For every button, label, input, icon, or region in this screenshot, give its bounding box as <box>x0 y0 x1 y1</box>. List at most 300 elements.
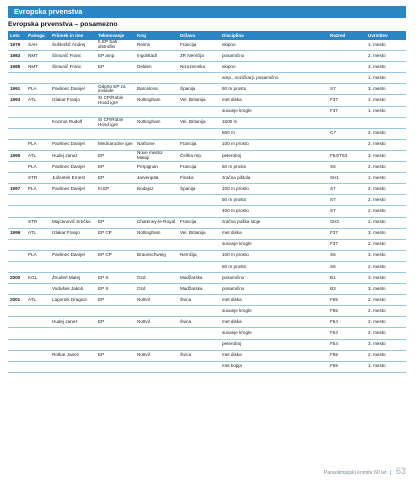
cell-discipline: peteroboj <box>220 339 328 350</box>
cell-country: Španija <box>178 84 220 95</box>
cell-class: F54 <box>328 339 366 350</box>
cell-class: F37 <box>328 106 366 117</box>
cell-country: Nizozemska <box>178 62 220 73</box>
cell-discipline: met diska <box>220 350 328 361</box>
cell-competition <box>96 306 135 317</box>
cell-city: Perpignan <box>135 162 178 173</box>
cell-class: F54 <box>328 328 366 339</box>
cell-year <box>8 317 26 328</box>
cell-competition: EP CP <box>96 228 135 239</box>
table-row <box>8 195 406 206</box>
table-row <box>8 106 406 117</box>
cell-year: 2001 <box>8 295 26 306</box>
cell-discipline: zračna pištola <box>220 173 328 184</box>
table-row <box>8 284 406 295</box>
cell-competition: EP S <box>96 272 135 283</box>
column-header-class: Razred <box>328 31 366 40</box>
table-subtitle: Evropska prvenstva – posamezno <box>8 21 118 28</box>
cell-class: SH2 <box>328 217 366 228</box>
cell-year: 1997 <box>8 184 26 195</box>
cell-year <box>8 73 26 84</box>
cell-discipline: zračna puška stoje <box>220 217 328 228</box>
cell-year <box>8 217 26 228</box>
cell-name: Pavlinec Danijel <box>50 139 96 150</box>
column-header-city: Kraj <box>135 31 178 40</box>
table-row <box>8 73 406 84</box>
cell-year: 1991 <box>8 84 26 95</box>
cell-name: Kocmut Rudolf <box>50 117 96 128</box>
table-row <box>8 239 406 250</box>
cell-competition <box>96 195 135 206</box>
cell-discipline: posamično <box>220 272 328 283</box>
cell-sport <box>26 239 50 250</box>
cell-placement: 1. mesto <box>366 173 406 184</box>
cell-year: 1979 <box>8 40 26 51</box>
footer-text: Paraolimpijski komite 60 let <box>323 470 387 476</box>
cell-discipline: amp., vozičkarji, posamično <box>220 73 328 84</box>
cell-name: Žnuderl Matej <box>50 272 96 283</box>
cell-competition <box>96 361 135 372</box>
cell-name <box>50 128 96 139</box>
cell-placement: 3. mesto <box>366 284 406 295</box>
table-row <box>8 206 406 217</box>
cell-sport <box>26 317 50 328</box>
cell-country: Francija <box>178 217 220 228</box>
cell-country: Švica <box>178 295 220 306</box>
cell-city: Nottvil <box>135 295 178 306</box>
cell-city <box>135 339 178 350</box>
cell-year <box>8 328 26 339</box>
cell-competition: EP <box>96 173 135 184</box>
cell-class <box>328 51 366 62</box>
cell-country <box>178 361 220 372</box>
cell-name: Hudej Janez <box>50 317 96 328</box>
cell-class: F37 <box>328 95 366 106</box>
cell-country <box>178 239 220 250</box>
cell-name <box>50 73 96 84</box>
cell-sport: NMT <box>26 51 50 62</box>
cell-city <box>135 195 178 206</box>
cell-placement: 2. mesto <box>366 239 406 250</box>
cell-sport <box>26 195 50 206</box>
cell-competition: SI CP/Robin Hood igre <box>96 95 135 106</box>
cell-country: Vel. Britanija <box>178 117 220 128</box>
cell-class <box>328 117 366 128</box>
cell-class <box>328 139 366 150</box>
cell-placement: 3. mesto <box>366 228 406 239</box>
cell-year <box>8 173 26 184</box>
table-header-row <box>8 31 406 40</box>
cell-country: Švica <box>178 317 220 328</box>
cell-discipline: 50 m prosto <box>220 195 328 206</box>
column-header-discipline: Disciplina <box>220 31 328 40</box>
cell-city <box>135 128 178 139</box>
cell-sport <box>26 206 50 217</box>
table-row <box>8 40 406 51</box>
cell-class: B1 <box>328 272 366 283</box>
cell-class: F55 <box>328 350 366 361</box>
cell-name: Rotkar Janez <box>50 350 96 361</box>
cell-class: S6 <box>328 162 366 173</box>
cell-city: Nottvil <box>135 317 178 328</box>
cell-discipline: 50 m prosto <box>220 261 328 272</box>
cell-year <box>8 139 26 150</box>
cell-placement: 2. mesto <box>366 350 406 361</box>
cell-name <box>50 106 96 117</box>
cell-placement: 2. mesto <box>366 184 406 195</box>
cell-placement: 3. mesto <box>366 150 406 161</box>
cell-city <box>135 361 178 372</box>
cell-discipline: posamično <box>220 51 328 62</box>
cell-sport <box>26 284 50 295</box>
cell-competition: EP S <box>96 284 135 295</box>
table-row <box>8 51 406 62</box>
cell-discipline: met kopja <box>220 361 328 372</box>
cell-year: 2000 <box>8 272 26 283</box>
cell-year <box>8 106 26 117</box>
cell-class: F55 <box>328 361 366 372</box>
cell-country: Češka rep. <box>178 150 220 161</box>
cell-name: Izlakar Franjo <box>50 95 96 106</box>
table-row <box>8 117 406 128</box>
cell-country <box>178 195 220 206</box>
cell-competition: SI CP/Robin Hood igre <box>96 117 135 128</box>
cell-placement: 3. mesto <box>366 62 406 73</box>
cell-competition: Odprto EP za invalide <box>96 84 135 95</box>
cell-discipline: 50 m prosto <box>220 84 328 95</box>
cell-name <box>50 195 96 206</box>
table-row <box>8 328 406 339</box>
cell-city: Nottingham <box>135 117 178 128</box>
cell-discipline: posamično <box>220 284 328 295</box>
cell-year: 1993 <box>8 95 26 106</box>
column-header-competition: Tekmovanje <box>96 31 135 40</box>
cell-placement: 2. mesto <box>366 162 406 173</box>
cell-competition: II.EP Šah distrofiki <box>96 40 135 51</box>
cell-country <box>178 261 220 272</box>
table-row <box>8 150 406 161</box>
cell-year <box>8 339 26 350</box>
results-table <box>8 31 406 373</box>
cell-competition <box>96 239 135 250</box>
table-row <box>8 339 406 350</box>
cell-competition <box>96 328 135 339</box>
cell-competition: EP CP <box>96 250 135 261</box>
cell-country <box>178 339 220 350</box>
cell-name: Pavlinec Danijel <box>50 184 96 195</box>
cell-placement: 3. mesto <box>366 339 406 350</box>
cell-class <box>328 62 366 73</box>
table-body <box>8 40 406 372</box>
cell-class: B3 <box>328 284 366 295</box>
cell-city: Nottingham <box>135 228 178 239</box>
cell-sport: PLA <box>26 84 50 95</box>
cell-country <box>178 73 220 84</box>
cell-competition: EP <box>96 150 135 161</box>
column-header-country: Država <box>178 31 220 40</box>
cell-competition <box>96 261 135 272</box>
cell-country: Španija <box>178 184 220 195</box>
cell-name: Majcenovič Srečko <box>50 217 96 228</box>
cell-competition: III.EP <box>96 184 135 195</box>
cell-sport <box>26 117 50 128</box>
cell-city <box>135 239 178 250</box>
table-row <box>8 84 406 95</box>
cell-discipline: peteroboj <box>220 150 328 161</box>
cell-competition <box>96 128 135 139</box>
cell-competition <box>96 73 135 84</box>
cell-competition: EP <box>96 217 135 228</box>
cell-class: F37 <box>328 239 366 250</box>
cell-year <box>8 162 26 173</box>
cell-city: Narbone <box>135 139 178 150</box>
table-row <box>8 139 406 150</box>
cell-name: Lapornik Dragica <box>50 295 96 306</box>
cell-name: Južentek Ernest <box>50 173 96 184</box>
cell-sport: SAH <box>26 40 50 51</box>
cell-competition: EP amp. <box>96 51 135 62</box>
cell-competition <box>96 339 135 350</box>
table-row <box>8 350 406 361</box>
cell-year <box>8 206 26 217</box>
column-header-year: Leto <box>8 31 26 40</box>
cell-sport: STR <box>26 217 50 228</box>
cell-sport: KGL <box>26 272 50 283</box>
cell-city <box>135 73 178 84</box>
cell-class: F37 <box>328 228 366 239</box>
cell-class: F54 <box>328 317 366 328</box>
cell-year <box>8 350 26 361</box>
cell-placement: 3. mesto <box>366 84 406 95</box>
cell-placement: 2. mesto <box>366 128 406 139</box>
cell-year <box>8 306 26 317</box>
cell-placement: 1. mesto <box>366 73 406 84</box>
cell-name <box>50 328 96 339</box>
column-header-sport: Panoga <box>26 31 50 40</box>
cell-discipline: 1500 m <box>220 117 328 128</box>
cell-year: 1995 <box>8 150 26 161</box>
cell-class: F54/T53 <box>328 150 366 161</box>
cell-year: 1985 <box>8 62 26 73</box>
cell-year <box>8 250 26 261</box>
table-row <box>8 250 406 261</box>
cell-country: Nemčija <box>178 250 220 261</box>
cell-class: F55 <box>328 306 366 317</box>
cell-placement: 2. mesto <box>366 139 406 150</box>
cell-country: Francija <box>178 40 220 51</box>
cell-discipline: ekipno <box>220 40 328 51</box>
cell-year <box>8 117 26 128</box>
cell-name <box>50 339 96 350</box>
cell-city <box>135 261 178 272</box>
cell-sport <box>26 73 50 84</box>
cell-discipline: suvanje krogle <box>220 306 328 317</box>
cell-year <box>8 128 26 139</box>
section-banner: Evropska prvenstva <box>8 6 406 18</box>
cell-country: Vel. Britanija <box>178 228 220 239</box>
table-row <box>8 128 406 139</box>
cell-sport <box>26 328 50 339</box>
cell-name <box>50 306 96 317</box>
cell-name <box>50 261 96 272</box>
cell-city <box>135 328 178 339</box>
cell-year <box>8 195 26 206</box>
cell-country: Francija <box>178 139 220 150</box>
cell-placement: 2. mesto <box>366 328 406 339</box>
cell-competition: Mednarodne igre <box>96 139 135 150</box>
cell-sport: ATL <box>26 95 50 106</box>
table-row <box>8 62 406 73</box>
cell-class: S7 <box>328 195 366 206</box>
cell-placement: 3. mesto <box>366 250 406 261</box>
cell-sport: PLA <box>26 139 50 150</box>
cell-country: Madžarska <box>178 284 220 295</box>
cell-discipline: ekipno <box>220 62 328 73</box>
cell-country <box>178 106 220 117</box>
cell-country <box>178 328 220 339</box>
cell-city: Nottvil <box>135 350 178 361</box>
footer-separator: | <box>390 470 392 476</box>
cell-country: ZR Nemčija <box>178 51 220 62</box>
column-header-name: Priimek in ime <box>50 31 96 40</box>
cell-city: Ozd <box>135 272 178 283</box>
cell-competition <box>96 206 135 217</box>
cell-discipline: suvanje krogle <box>220 239 328 250</box>
cell-year <box>8 361 26 372</box>
cell-placement: 2. mesto <box>366 195 406 206</box>
cell-sport <box>26 339 50 350</box>
cell-competition: EP <box>96 62 135 73</box>
cell-sport: PLA <box>26 162 50 173</box>
cell-placement: 1. mesto <box>366 40 406 51</box>
cell-sport: ATL <box>26 228 50 239</box>
cell-class: C7 <box>328 128 366 139</box>
cell-competition: EP <box>96 317 135 328</box>
cell-placement: 2. mesto <box>366 217 406 228</box>
cell-sport: ATL <box>26 295 50 306</box>
cell-country <box>178 128 220 139</box>
cell-class <box>328 73 366 84</box>
cell-city <box>135 206 178 217</box>
cell-country: Finska <box>178 173 220 184</box>
column-header-placement: Uvrstitev <box>366 31 406 40</box>
cell-discipline: met diska <box>220 95 328 106</box>
cell-name: Šimunič Franc <box>50 51 96 62</box>
table-row <box>8 162 406 173</box>
table-row <box>8 306 406 317</box>
cell-competition: EP <box>96 295 135 306</box>
cell-name: Hudej Janez <box>50 150 96 161</box>
cell-discipline: 800 m <box>220 128 328 139</box>
cell-name: Šušteršič Andrej <box>50 40 96 51</box>
cell-discipline: 100 m prosto <box>220 250 328 261</box>
cell-country <box>178 206 220 217</box>
table-row <box>8 173 406 184</box>
cell-name: Pavlinec Danijel <box>50 162 96 173</box>
cell-name <box>50 361 96 372</box>
table-row <box>8 317 406 328</box>
cell-placement: 2. mesto <box>366 295 406 306</box>
cell-class: F55 <box>328 295 366 306</box>
cell-placement <box>366 117 406 128</box>
cell-class: S6 <box>328 250 366 261</box>
cell-sport <box>26 128 50 139</box>
cell-discipline: 100 m prosto <box>220 184 328 195</box>
cell-discipline: 400 m prosto <box>220 206 328 217</box>
cell-sport: NMT <box>26 62 50 73</box>
cell-year: 1999 <box>8 228 26 239</box>
table-row <box>8 361 406 372</box>
cell-placement: 2. mesto <box>366 317 406 328</box>
table-row <box>8 295 406 306</box>
cell-class: S7 <box>328 184 366 195</box>
cell-name <box>50 206 96 217</box>
cell-placement: 2. mesto <box>366 261 406 272</box>
cell-class: SH1 <box>328 173 366 184</box>
cell-placement: 1. mesto <box>366 106 406 117</box>
cell-country: Francija <box>178 162 220 173</box>
cell-country: Vel. Britanija <box>178 95 220 106</box>
cell-name: Pavlinec Danijel <box>50 250 96 261</box>
cell-city: Ozd <box>135 284 178 295</box>
cell-name: Vodušek Jakob <box>50 284 96 295</box>
cell-discipline: met diska <box>220 317 328 328</box>
table-row <box>8 217 406 228</box>
cell-discipline: 100 m prosto <box>220 139 328 150</box>
cell-name: Izlakar Franjo <box>50 228 96 239</box>
cell-sport: PLA <box>26 184 50 195</box>
cell-placement: 2. mesto <box>366 206 406 217</box>
page-number: 63 <box>395 466 406 476</box>
cell-class: S7 <box>328 84 366 95</box>
cell-year <box>8 284 26 295</box>
cell-competition: EP <box>96 350 135 361</box>
cell-year <box>8 261 26 272</box>
table-row <box>8 228 406 239</box>
cell-country <box>178 306 220 317</box>
cell-city: Jarvenpää <box>135 173 178 184</box>
cell-discipline: suvanje krogle <box>220 106 328 117</box>
cell-country: Švica <box>178 350 220 361</box>
cell-sport <box>26 306 50 317</box>
cell-discipline: 50 m prosto <box>220 162 328 173</box>
cell-city: Bodajoz <box>135 184 178 195</box>
cell-competition <box>96 106 135 117</box>
cell-city: Delden <box>135 62 178 73</box>
cell-sport <box>26 261 50 272</box>
cell-placement: 1. mesto <box>366 95 406 106</box>
cell-placement: 3. mesto <box>366 272 406 283</box>
cell-city: Nove mesto/ Matuji <box>135 150 178 161</box>
cell-name: Pavlinec Danijel <box>50 84 96 95</box>
cell-country: Madžarska <box>178 272 220 283</box>
cell-name <box>50 239 96 250</box>
cell-city <box>135 106 178 117</box>
cell-class: S6 <box>328 261 366 272</box>
cell-city: Ingolstadt <box>135 51 178 62</box>
cell-placement: 2. mesto <box>366 51 406 62</box>
cell-discipline: met diska <box>220 295 328 306</box>
cell-discipline: suvanje krogle <box>220 328 328 339</box>
cell-competition: EP <box>96 162 135 173</box>
cell-city <box>135 306 178 317</box>
table-row <box>8 95 406 106</box>
cell-name: Šimunič Franc <box>50 62 96 73</box>
page-footer <box>324 466 406 476</box>
cell-placement: 1. mesto <box>366 361 406 372</box>
table-row <box>8 261 406 272</box>
cell-sport <box>26 361 50 372</box>
